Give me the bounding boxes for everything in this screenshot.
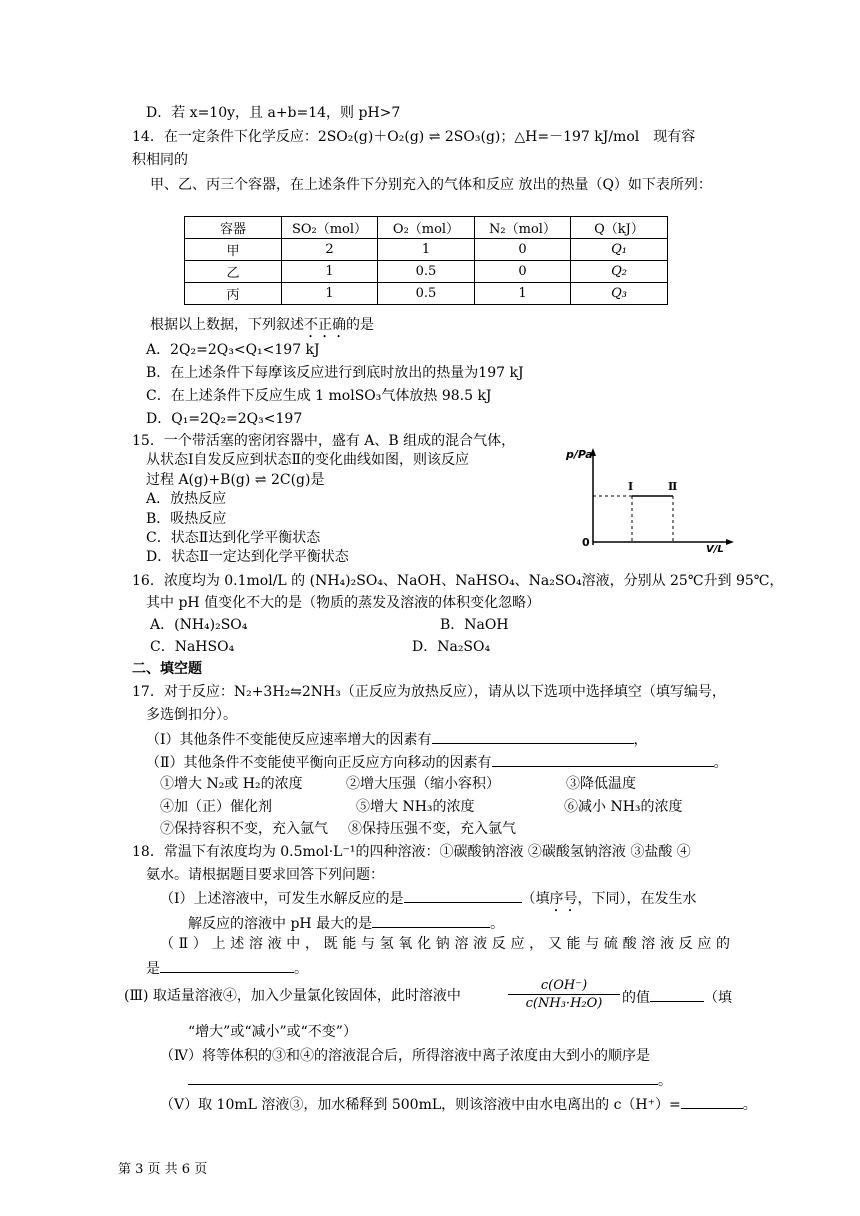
q16-option-a: A．(NH₄)₂SO₄ [150, 617, 248, 633]
q18-part5 [160, 1094, 757, 1114]
state1-label: Ⅰ [628, 480, 634, 493]
q17-part1-end: ， [633, 732, 648, 748]
table-cell: 甲 [185, 239, 282, 261]
table-cell: 1 [282, 261, 378, 283]
q14-question [150, 316, 374, 341]
q18-part3-text2: 的值 [622, 990, 650, 1006]
table-cell: 2 [282, 239, 378, 261]
q18-part1-line2-end: 。 [490, 916, 505, 932]
q16-stem-line1: 16．浓度均为 0.1mol/L 的 (NH₄)₂SO₄、NaOH、NaHSO₄、Na₂SO₄溶液，分别从 25℃升到 95℃， [132, 573, 784, 589]
table-cell: 丙 [185, 283, 282, 305]
table-cell: 1 [475, 283, 571, 305]
q17-choice-1: ①增大 N₂或 H₂的浓度 [160, 776, 303, 792]
q17-part1-text: （Ⅰ）其他条件不变能使反应速率增大的因素有 [146, 732, 432, 748]
table-cell: 0.5 [378, 261, 475, 283]
q18-part2-line2 [146, 958, 308, 978]
answer-blank[interactable] [432, 729, 634, 744]
table-row [185, 239, 668, 261]
q18-part1-line2 [188, 913, 504, 933]
q17-choice-2: ②增大压强（缩小容积） [346, 776, 500, 792]
answer-blank[interactable] [372, 913, 490, 928]
fraction-denominator: c(NH₃·H₂O) [508, 994, 620, 1012]
origin-label: 0 [582, 536, 590, 549]
answer-blank[interactable] [188, 1070, 658, 1085]
q18-part1-text: （Ⅰ）上述溶液中，可发生水解反应的是 [160, 891, 404, 907]
table-cell: 1 [282, 283, 378, 305]
y-axis-label: p/Pa [566, 448, 593, 461]
q17-stem-line1: 17．对于反应：N₂+3H₂⇋2NH₃（正反应为放热反应），请从以下选项中选择填空（填写编号， [132, 684, 726, 700]
q18-part3-line2: “增大”或“减小”或“不变”） [188, 1024, 357, 1040]
q18-part4-end: 。 [658, 1073, 672, 1089]
fraction-numerator: c(OH⁻) [540, 978, 588, 993]
table-cell: 1 [378, 239, 475, 261]
q14-table [184, 216, 668, 305]
q17-choice-4: ④加（正）催化剂 [160, 799, 272, 815]
table-cell: Q₃ [571, 283, 668, 305]
q18-part2-line2-end: 。 [294, 961, 308, 977]
answer-blank[interactable] [404, 888, 522, 903]
table-cell: 0 [475, 239, 571, 261]
q14-stem-line2: 甲、乙、丙三个容器，在上述条件下分别充入的气体和反应 放出的热量（Q）如下表所列： [150, 177, 712, 193]
answer-blank[interactable] [160, 958, 294, 973]
q13-option-d: D．若 x=10y，且 a+b=14，则 pH>7 [146, 105, 401, 121]
table-header-cell: 容器 [185, 217, 282, 239]
q17-choice-7: ⑦保持容积不变，充入氩气 [160, 821, 328, 837]
table-header-cell: N₂（mol） [475, 217, 571, 239]
q17-part2-text: （Ⅱ）其他条件不变能使平衡向正反应方向移动的因素有 [146, 755, 492, 771]
section-heading: 二、填空题 [132, 661, 202, 677]
q18-part3-tail [622, 987, 732, 1007]
q18-part1-fill: （填 [521, 891, 550, 907]
table-header-cell: SO₂（mol） [282, 217, 378, 239]
q15-option-a: A．放热反应 [146, 491, 227, 507]
table-row [185, 261, 668, 283]
table-cell: 0 [475, 261, 571, 283]
q18-part1-rest: ，下同），在发生水 [577, 891, 697, 907]
q15-stem-line1: 15．一个带活塞的密闭容器中，盛有 A、B 组成的混合气体， [132, 433, 516, 449]
q18-part2-line2-text: 是 [146, 961, 160, 977]
q18-part3: (Ⅲ) 取适量溶液④，加入少量氯化铵固体，此时溶液中 [124, 988, 461, 1004]
q15-option-b: B．吸热反应 [146, 511, 227, 527]
q16-stem-line2: 其中 pH 值变化不大的是（物质的蒸发及溶液的体积变化忽略） [146, 595, 541, 611]
table-header-row [185, 217, 668, 239]
q15-stem-line2: 从状态Ⅰ自发反应到状态Ⅱ的变化曲线如图，则该反应 [146, 452, 470, 468]
q14-option-d: D．Q₁=2Q₂=2Q₃<197 [146, 411, 303, 427]
q18-stem-line2: 氨水。请根据题目要求回答下列问题： [146, 867, 384, 883]
q15-option-d: D．状态Ⅱ一定达到化学平衡状态 [146, 549, 349, 565]
x-axis-label: V/L [706, 544, 724, 555]
table-cell: 乙 [185, 261, 282, 283]
q18-part4: （Ⅳ）将等体积的③和④的溶液混合后，所得溶液中离子浓度由大到小的顺序是 [160, 1048, 650, 1064]
q15-pressure-volume-graph [560, 440, 735, 555]
q14-stem-line1b: 积相同的 [132, 152, 188, 168]
q18-part5-text: （Ⅴ）取 10mL 溶液③，加水稀释到 500mL，则该溶液中由水电离出的 c（H⁺）= [160, 1097, 681, 1113]
q15-option-c: C．状态Ⅱ达到化学平衡状态 [146, 530, 321, 546]
q18-part1-line2-text: 解反应的溶液中 pH 最大的是 [188, 916, 373, 932]
q18-part1-emphasis: 序号 [549, 891, 578, 907]
table-header-cell: Q（kJ） [571, 217, 668, 239]
q18-part2: （Ⅱ）上述溶液中，既能与氢氧化钠溶液反应，又能与硫酸溶液反应的 [160, 936, 730, 952]
q17-part1 [146, 729, 648, 749]
q18-stem-line1: 18．常温下有浓度均为 0.5mol·L⁻¹的四种溶液：①碳酸钠溶液 ②碳酸氢钠溶液 ③盐酸 ④ [132, 844, 691, 860]
q17-choice-6: ⑥减小 NH₃的浓度 [564, 799, 683, 815]
q17-stem-line2: 多选倒扣分）。 [146, 707, 237, 723]
q17-choice-3: ③降低温度 [566, 776, 636, 792]
q14-stem-line1: 14．在一定条件下化学反应：2SO₂(g)＋O₂(g) ⇌ 2SO₃(g)；△H=－197 kJ/mol 现有容 [132, 129, 696, 145]
q14-option-b: B．在上述条件下每摩该反应进行到底时放出的热量为197 kJ [146, 365, 524, 381]
q18-part1 [160, 888, 697, 915]
q14-question-emphasis: 不正确 [304, 317, 346, 333]
q16-option-d: D．Na₂SO₄ [412, 639, 491, 655]
q17-choice-8: ⑧保持压强不变，充入氩气 [348, 821, 516, 837]
table-cell: Q₂ [571, 261, 668, 283]
q14-option-a: A．2Q₂=2Q₃<Q₁<197 kJ [146, 342, 320, 358]
q17-part2-end: 。 [713, 755, 728, 771]
q16-option-b: B．NaOH [440, 617, 509, 633]
table-header-cell: O₂（mol） [378, 217, 475, 239]
q17-choice-5: ⑤增大 NH₃的浓度 [356, 799, 475, 815]
q15-stem-line3: 过程 A(g)+B(g) ⇌ 2C(g)是 [146, 472, 325, 488]
q16-option-c: C．NaHSO₄ [150, 639, 235, 655]
x-axis-arrow [726, 539, 734, 545]
q14-option-c: C．在上述条件下反应生成 1 molSO₃气体放热 98.5 kJ [146, 388, 492, 404]
table-cell: Q₁ [571, 239, 668, 261]
q17-part2 [146, 752, 728, 772]
q18-part4-line2 [188, 1070, 672, 1090]
answer-blank[interactable] [492, 752, 714, 767]
q18-part3-text3: （填 [704, 990, 732, 1006]
answer-blank[interactable] [681, 1094, 743, 1109]
page-number-footer: 第 3 页 共 6 页 [118, 1162, 208, 1177]
table-cell: 0.5 [378, 283, 475, 305]
q14-question-a: 根据以上数据，下列叙述 [150, 317, 304, 333]
concentration-fraction [508, 978, 620, 1012]
state2-label: Ⅱ [668, 480, 678, 493]
q18-part5-end: 。 [742, 1097, 757, 1113]
q14-question-c: 的是 [346, 317, 374, 333]
table-row [185, 283, 668, 305]
answer-blank[interactable] [650, 987, 704, 1002]
